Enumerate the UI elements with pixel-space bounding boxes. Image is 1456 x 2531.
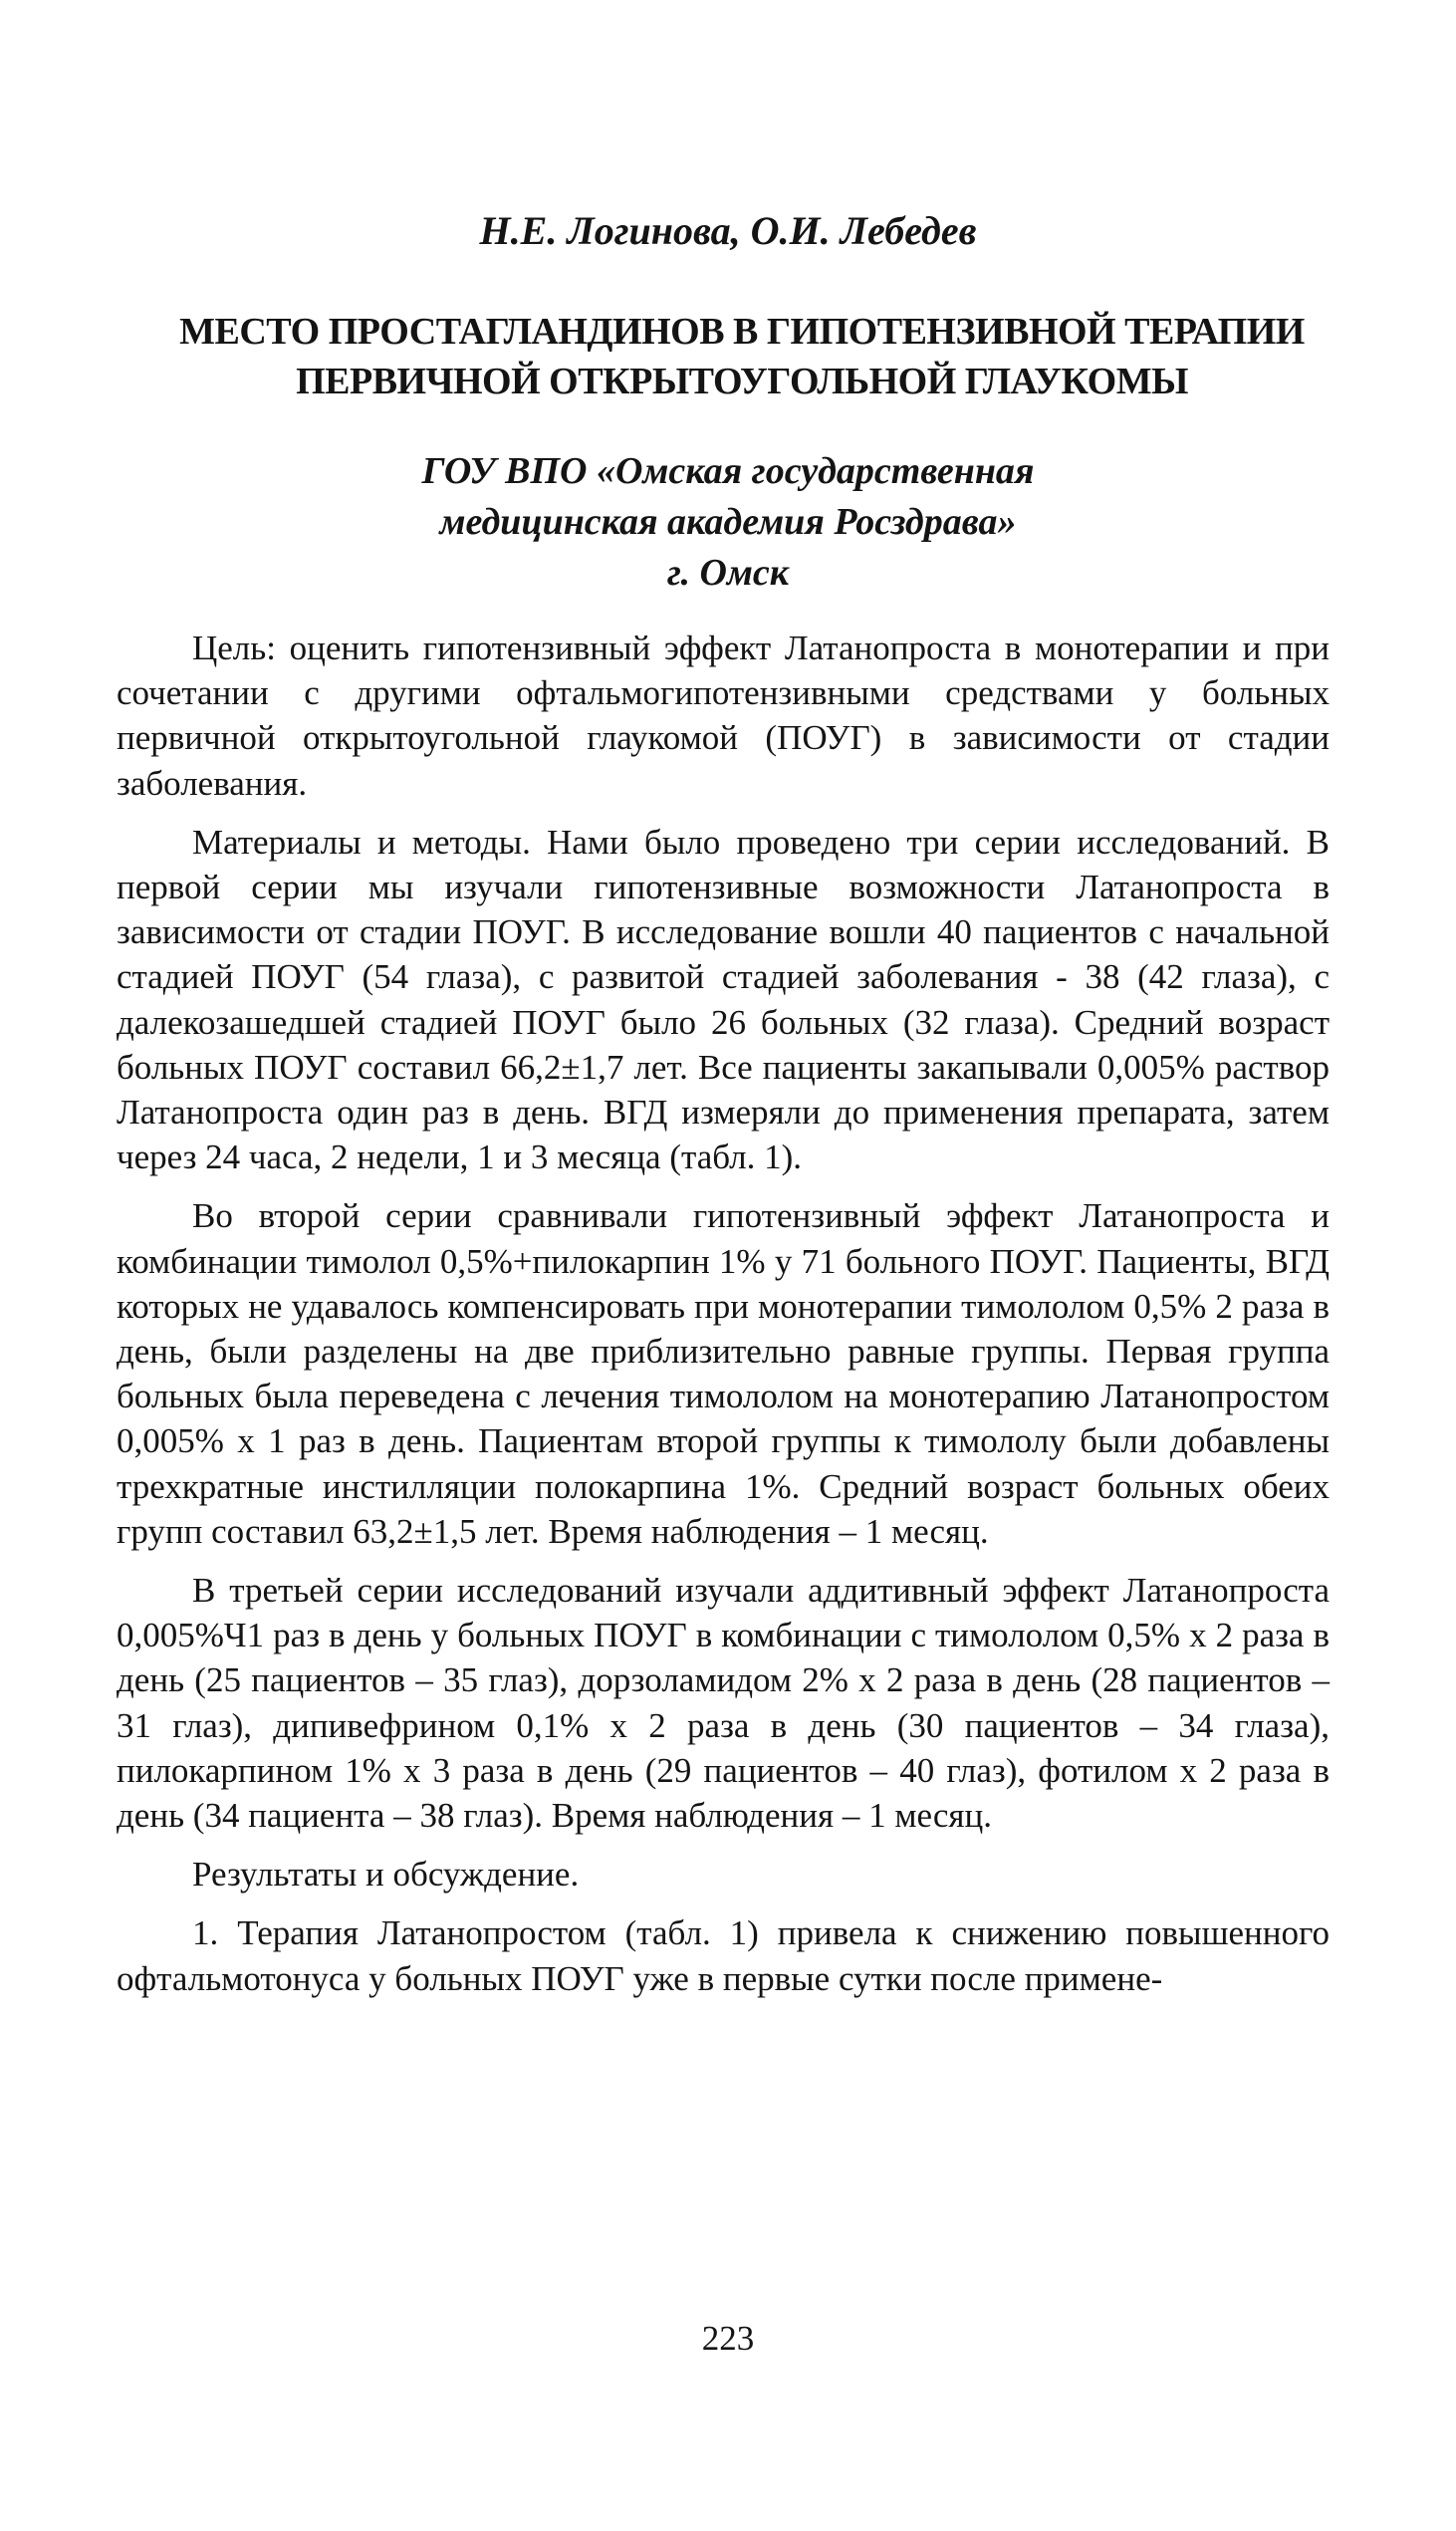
affiliation-line-2: медицинская академия Росздрава» — [439, 501, 1017, 543]
authors: Н.Е. Логинова, О.И. Лебедев — [479, 208, 977, 253]
paragraph-results-1: 1. Терапия Латанопростом (табл. 1) привела к снижению повышенного офтальмотонуса у больных ПОУГ уже в первые сутки после примене- — [117, 1913, 1330, 1998]
page-number: 223 — [701, 2319, 755, 2358]
paragraph-third-series: В третьей серии исследований изучали аддитивный эффект Латанопроста 0,005%Ч1 раз в день у больных ПОУГ в комбинации с тимололом 0,5% х 2 раза в день (25 пациентов – 35 глаз), дорзоламидом 2% х 2 раза в день (28 пациентов – 31 глаз), дипивефрином 0,1% х 2 раза в день (30 пациентов – 34 глаза), пилокарпином 1% х 3 раза в день (29 пациентов – 40 глаз), фотилом х 2 раза в день (34 пациента – 38 глаз). Время наблюдения – 1 месяц. — [117, 1571, 1330, 1836]
affiliation-city: г. Омск — [666, 552, 790, 594]
paragraph-second-series: Во второй серии сравнивали гипотензивный эффект Латанопроста и комбинации тимолол 0,5%+пилокарпин 1% у 71 больного ПОУГ. Пациенты, ВГД которых не удавалось компенсировать при монотерапии тимололом 0,5% 2 раза в день, были разделены на две приблизительно равные группы. Первая группа больных была переведена с лечения тимололом на монотерапию Латанопростом 0,005% х 1 раз в день. Пациентам второй группы к тимололу были добавлены трехкратные инстилляции полокарпина 1%. Средний возраст больных обеих групп составил 63,2±1,5 лет. Время наблюдения – 1 месяц. — [117, 1196, 1330, 1551]
paragraph-aim: Цель: оценить гипотензивный эффект Латанопроста в монотерапии и при сочетании с другими офтальмогипотензивными средствами у больных первичной открытоугольной глаукомой (ПОУГ) в зависимости от стадии заболевания. — [117, 629, 1330, 803]
article-body — [117, 626, 1330, 2015]
article-title: МЕСТО ПРОСТАГЛАНДИНОВ В ГИПОТЕНЗИВНОЙ ТЕРАПИИ ПЕРВИЧНОЙ ОТКРЫТОУГОЛЬНОЙ ГЛАУКОМЫ — [179, 311, 1305, 402]
affiliation-line-1: ГОУ ВПО «Омская государственная — [421, 450, 1035, 492]
affiliation — [0, 446, 1456, 599]
paragraph-results-heading: Результаты и обсуждение. — [192, 1855, 580, 1895]
paragraph-methods: Материалы и методы. Нами было проведено три серии исследований. В первой серии мы изучали гипотензивные возможности Латанопроста в зависимости от стадии ПОУГ. В исследование вошли 40 пациентов с начальной стадией ПОУГ (54 глаза), с развитой стадией заболевания - 38 (42 глаза), с далекозашедшей стадией ПОУГ было 26 больных (32 глаза). Средний возраст больных ПОУГ составил 66,2±1,7 лет. Все пациенты закапывали 0,005% раствор Латанопроста один раз в день. ВГД измеряли до применения препарата, затем через 24 часа, 2 недели, 1 и 3 месяца (табл. 1). — [117, 822, 1330, 1177]
